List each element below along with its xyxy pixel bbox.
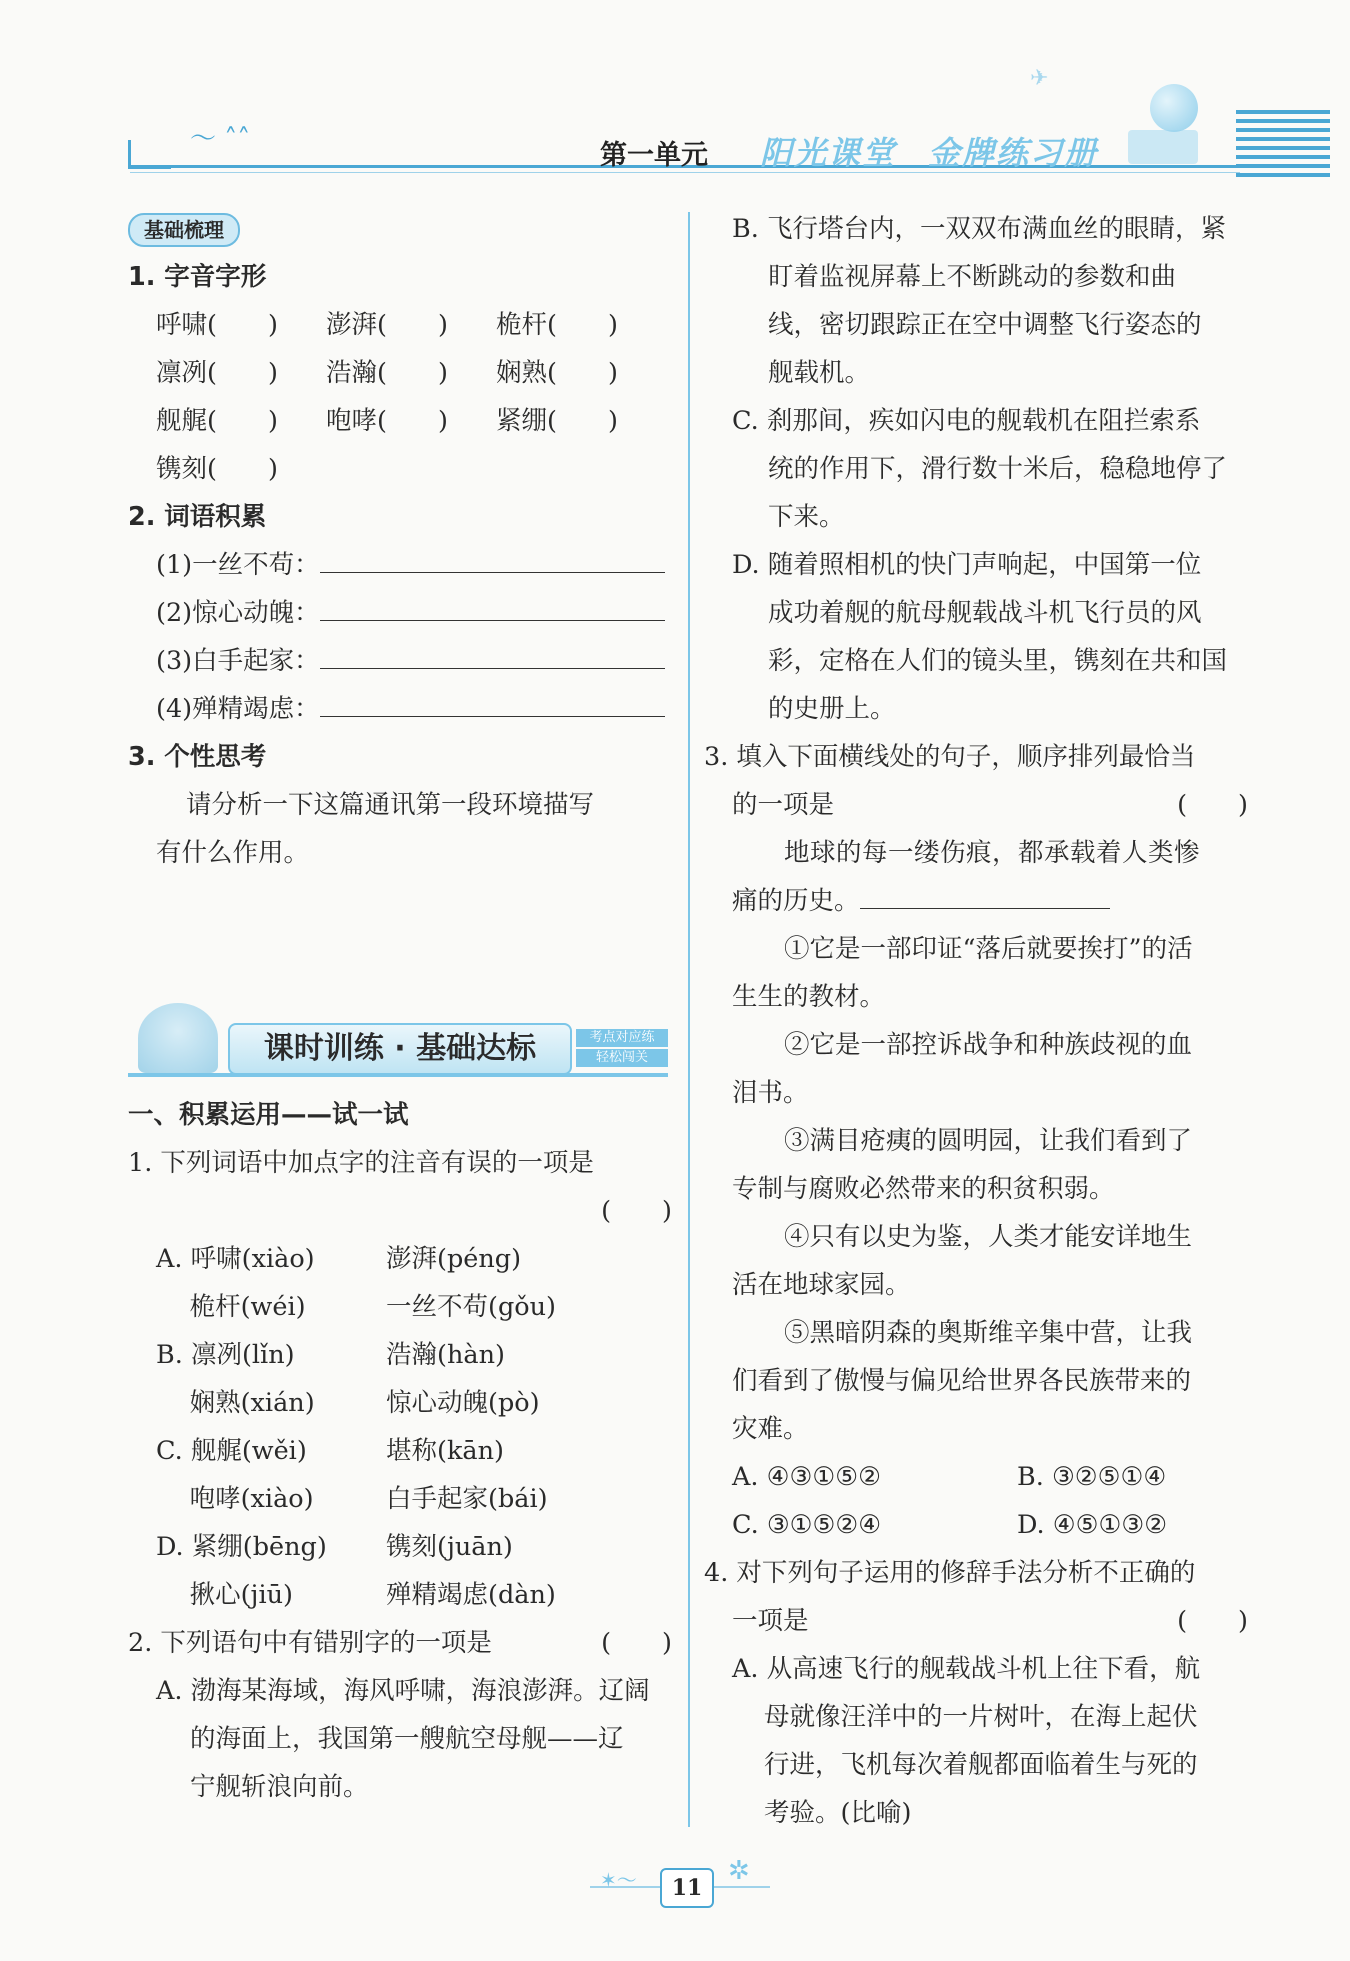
option-text: 的史册上。 bbox=[768, 694, 896, 724]
option-text: 宁舰斩浪向前。 bbox=[190, 1772, 369, 1802]
desk-decoration bbox=[1128, 130, 1198, 164]
option-row: 娴熟(xián) 惊心动魄(pò) bbox=[156, 1388, 540, 1418]
option-text: 线，密切跟踪正在空中调整飞行姿态的 bbox=[768, 310, 1202, 340]
option-row: 桅杆(wéi) 一丝不苟(gǒu) bbox=[156, 1292, 556, 1322]
word-cell: 舰艉( ) bbox=[156, 406, 278, 436]
brand-subtitle: 金牌练习册 bbox=[928, 134, 1099, 172]
option-text: A. 从高速飞行的舰载战斗机上往下看，航 bbox=[732, 1654, 1201, 1684]
section-title: 一、积累运用——试一试 bbox=[128, 1100, 409, 1130]
q1-title: 1. 字音字形 bbox=[128, 262, 267, 292]
word-cell: 桅杆( ) bbox=[496, 310, 618, 340]
pinyin-row bbox=[128, 349, 676, 397]
brand-name: 阳光课堂 bbox=[760, 134, 897, 172]
option-row: C. 舰艉(wěi) 堪称(kān) bbox=[156, 1436, 504, 1466]
sentence-text: ②它是一部控诉战争和种族歧视的血 bbox=[784, 1030, 1193, 1060]
option-text: 统的作用下，滑行数十米后，稳稳地停了 bbox=[768, 454, 1228, 484]
sentence-text: ⑤黑暗阴森的奥斯维辛集中营，让我 bbox=[784, 1318, 1193, 1348]
option-row: 咆哮(xiào) 白手起家(bái) bbox=[156, 1484, 548, 1514]
word-cell: 咆哮( ) bbox=[326, 406, 448, 436]
word-cell: 浩瀚( ) bbox=[326, 358, 448, 388]
vocab-item: (2)惊心动魄： bbox=[128, 589, 676, 637]
right-column bbox=[704, 205, 1252, 1837]
banner-tags: 考点对应练 轻松闯关 bbox=[576, 1029, 668, 1069]
answer-blank[interactable] bbox=[320, 546, 665, 573]
word-cell: 呼啸( ) bbox=[156, 310, 278, 340]
mc1-stem: 1. 下列词语中加点字的注音有误的一项是 bbox=[128, 1148, 594, 1178]
answer-blank[interactable] bbox=[320, 642, 665, 669]
vocab-item: (4)殚精竭虑： bbox=[128, 685, 676, 733]
column-divider bbox=[688, 212, 690, 1827]
sentence-text: 们看到了傲慢与偏见给世界各民族带来的 bbox=[732, 1366, 1192, 1396]
sentence-text: ①它是一部印证“落后就要挨打”的活 bbox=[784, 934, 1193, 964]
option-row: 揪心(jiū) 殚精竭虑(dàn) bbox=[156, 1580, 556, 1610]
paper-plane-icon: ✈ bbox=[1030, 66, 1049, 91]
answer-paren[interactable]: ( ) bbox=[601, 1196, 672, 1226]
passage-text: 痛的历史。 bbox=[732, 877, 1252, 925]
option-text: 成功着舰的航母舰载战斗机飞行员的风 bbox=[768, 598, 1202, 628]
option-text: D. 随着照相机的快门声响起，中国第一位 bbox=[732, 550, 1202, 580]
word-cell: 澎湃( ) bbox=[326, 310, 448, 340]
section-badge: 基础梳理 bbox=[128, 213, 240, 247]
word-cell: 凛冽( ) bbox=[156, 358, 278, 388]
option-text: 舰载机。 bbox=[768, 358, 871, 388]
q3-text: 请分析一下这篇通讯第一段环境描写 bbox=[186, 790, 595, 820]
option-b[interactable]: B. ③②⑤①④ bbox=[1017, 1462, 1167, 1492]
option-a[interactable]: A. ④③①⑤② bbox=[732, 1462, 881, 1492]
option-row: D. 紧绷(bēng) 镌刻(juān) bbox=[156, 1532, 513, 1562]
starfish-icon: ✶～ bbox=[600, 1868, 637, 1892]
answer-paren[interactable]: ( ) bbox=[1177, 1606, 1248, 1636]
q3-stem: 的一项是 ( ) bbox=[732, 781, 1252, 829]
option-text: 彩，定格在人们的镜头里，镌刻在共和国 bbox=[768, 646, 1228, 676]
answer-blank[interactable] bbox=[320, 594, 665, 621]
sentence-text: ③满目疮痍的圆明园，让我们看到了 bbox=[784, 1126, 1193, 1156]
q3-text: 有什么作用。 bbox=[156, 838, 310, 868]
header-stripes bbox=[1236, 110, 1330, 182]
pinyin-row bbox=[128, 301, 676, 349]
option-row bbox=[732, 1453, 1252, 1501]
q4-stem: 一项是 ( ) bbox=[732, 1597, 1252, 1645]
page-number: 11 bbox=[660, 1868, 714, 1908]
option-text: 下来。 bbox=[768, 502, 845, 532]
passage-text: 地球的每一缕伤痕，都承载着人类惨 bbox=[784, 838, 1201, 868]
vocab-item: (3)白手起家： bbox=[128, 637, 676, 685]
option-text: A. 渤海某海域，海风呼啸，海浪澎湃。辽阔 bbox=[156, 1676, 650, 1706]
option-row: B. 凛冽(lǐn) 浩瀚(hàn) bbox=[156, 1340, 505, 1370]
sentence-text: 专制与腐败必然带来的积贫积弱。 bbox=[732, 1174, 1115, 1204]
answer-blank[interactable] bbox=[320, 690, 665, 717]
option-text: 的海面上，我国第一艘航空母舰——辽 bbox=[190, 1724, 624, 1754]
sentence-text: 泪书。 bbox=[732, 1078, 809, 1108]
lesson-banner bbox=[128, 1003, 676, 1083]
option-text: B. 飞行塔台内，一双双布满血丝的眼睛，紧 bbox=[732, 214, 1226, 244]
sentence-text: 灾难。 bbox=[732, 1414, 809, 1444]
option-c[interactable]: C. ③①⑤②④ bbox=[732, 1510, 882, 1540]
birds-icon: 〜 ˄˄ bbox=[190, 124, 251, 154]
q3-title: 3. 个性思考 bbox=[128, 742, 267, 772]
unit-title: 第一单元 bbox=[600, 140, 708, 171]
option-row: A. 呼啸(xiào) 澎湃(péng) bbox=[156, 1244, 522, 1274]
pinyin-row bbox=[128, 445, 676, 493]
answer-paren[interactable]: ( ) bbox=[601, 1628, 672, 1658]
option-text: 行进，飞机每次着舰都面临着生与死的 bbox=[764, 1750, 1198, 1780]
answer-paren[interactable]: ( ) bbox=[1177, 790, 1248, 820]
q2-title: 2. 词语积累 bbox=[128, 502, 267, 532]
option-text: C. 刹那间，疾如闪电的舰载机在阻拦索系 bbox=[732, 406, 1201, 436]
answer-blank[interactable] bbox=[860, 882, 1110, 909]
tree-icon bbox=[138, 1003, 218, 1073]
q3-stem: 3. 填入下面横线处的句子，顺序排列最恰当 bbox=[704, 742, 1196, 772]
palm-tree-icon: ✲ bbox=[728, 1856, 750, 1886]
option-text: 盯着监视屏幕上不断跳动的参数和曲 bbox=[768, 262, 1177, 292]
option-d[interactable]: D. ④⑤①③② bbox=[1017, 1510, 1168, 1540]
option-text: 母就像汪洋中的一片树叶，在海上起伏 bbox=[764, 1702, 1198, 1732]
option-row bbox=[732, 1501, 1252, 1549]
word-cell: 紧绷( ) bbox=[496, 406, 618, 436]
banner-underline bbox=[128, 1073, 668, 1077]
word-cell: 娴熟( ) bbox=[496, 358, 618, 388]
pinyin-row bbox=[128, 397, 676, 445]
word-cell: 镌刻( ) bbox=[156, 454, 278, 484]
banner-title: 课时训练 · 基础达标 bbox=[228, 1023, 572, 1075]
sentence-text: 生生的教材。 bbox=[732, 982, 886, 1012]
left-column bbox=[128, 205, 676, 1811]
q4-stem: 4. 对下列句子运用的修辞手法分析不正确的 bbox=[704, 1558, 1196, 1588]
mc2-stem: 2. 下列语句中有错别字的一项是 ( ) bbox=[128, 1619, 676, 1667]
sentence-text: ④只有以史为鉴，人类才能安详地生 bbox=[784, 1222, 1193, 1252]
option-text: 考验。(比喻) bbox=[764, 1798, 912, 1828]
sentence-text: 活在地球家园。 bbox=[732, 1270, 911, 1300]
globe-icon bbox=[1150, 84, 1198, 132]
vocab-item: (1)一丝不苟： bbox=[128, 541, 676, 589]
